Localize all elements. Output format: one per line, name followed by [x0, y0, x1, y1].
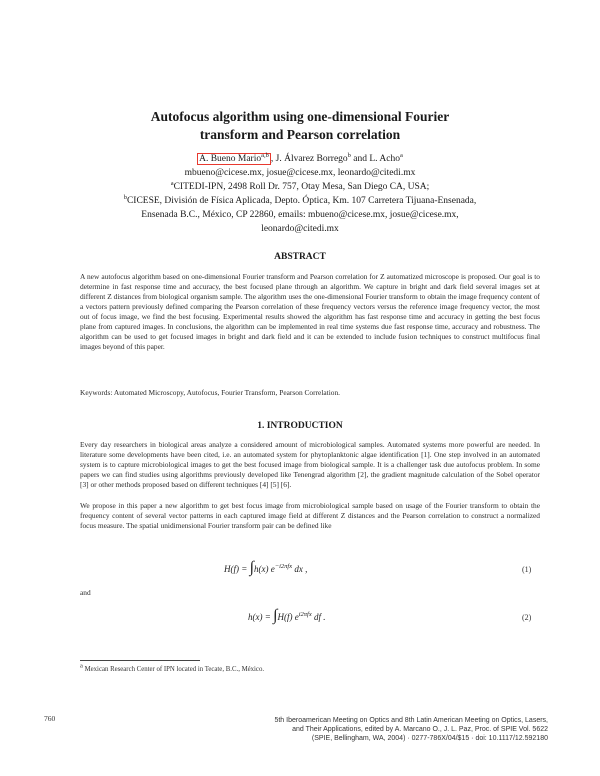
- footnote-sup: a: [80, 662, 83, 670]
- keywords: Keywords: Automated Microscopy, Autofocus, Fourier Transform, Pearson Correlation.: [80, 388, 341, 397]
- citation-block: [228, 716, 548, 743]
- equation-2: [248, 608, 325, 624]
- citation-line-1: 5th Iberoamerican Meeting on Optics and 8th Latin American Meeting on Optics, Lasers,: [274, 717, 548, 724]
- eq1-tail: dx ,: [294, 564, 308, 574]
- section-heading-introduction: 1. INTRODUCTION: [257, 421, 343, 431]
- third-author: and L. Acho: [350, 154, 400, 164]
- second-author: J. Álvarez Borrego: [275, 154, 348, 164]
- equation-1: [224, 560, 307, 576]
- first-author-highlight[interactable]: [197, 153, 271, 165]
- affiliation-b-sup: b: [123, 193, 127, 201]
- affiliation-a: [60, 180, 540, 194]
- affiliation-b: [60, 194, 540, 208]
- affiliation-b-line-2: Ensenada B.C., México, CP 22860, emails: mbueno@cicese.mx, josue@cicese.mx,: [141, 210, 459, 220]
- eq1-lhs: H(f) =: [224, 564, 248, 574]
- title-line-2: transform and Pearson correlation: [199, 127, 401, 142]
- integral-icon: ∫: [273, 607, 278, 624]
- eq2-lhs: h(x) =: [248, 612, 271, 622]
- eq1-rhs: h(x) e: [253, 564, 275, 574]
- equation-2-number: (2): [522, 613, 532, 622]
- abstract-heading: ABSTRACT: [274, 252, 326, 262]
- citation-line-3: (SPIE, Bellingham, WA, 2004) · 0277-786X/04/$15 · doi: 10.1117/12.592180: [311, 735, 548, 742]
- eq2-exponent: i2πfx: [298, 611, 312, 618]
- affiliation-a-sup: a: [170, 179, 174, 187]
- first-author: A. Bueno Mario: [199, 154, 262, 164]
- equation-1-number: (1): [522, 565, 532, 574]
- affiliation-b-line-3: leonardo@citedi.mx: [261, 224, 339, 234]
- abstract-text: A new autofocus algorithm based on one-dimensional Fourier transform and Pearson correlation for Z automatized microscope is proposed. Our goal is to determine in fast response time and accuracy, the best focused plane through an algorithm. We capture in bright and dark field several images set at different Z distances from biological organism sample. The algorithm uses the one-dimensional Fourier transform to obtain the image frequency content of a vectors pattern previously defined comparing the Pearson correlation of these frequency vectors versus the reference image frequency vector, the most out of focus image, we find the best focusing. Experimental results showed the algorithm has fast response time and accuracy in getting the best focus plane from captured images. In conclusions, the algorithm can be implemented in real time systems due fast response time, accuracy and robustness. The algorithm can be used to get focused images in bright and dark field and it can be extended to include fusion techniques to construct multifocus final images beyond of this paper.: [80, 272, 540, 351]
- paper-title: [80, 108, 520, 144]
- author-block: [60, 152, 540, 236]
- second-author-sup: b: [347, 151, 351, 159]
- author-names: A. Bueno Mario$^{a,b}$ , J. Álvarez Borrego$^b$ and L. Acho$^a$: [199, 151, 403, 164]
- author-emails: mbueno@cicese.mx, josue@cicese.mx, leonardo@citedi.mx: [184, 168, 416, 178]
- integral-icon: ∫: [249, 559, 254, 576]
- page-number: 760: [44, 714, 56, 723]
- affiliation-b-text: CICESE, División de Física Aplicada, Depto. Óptica, Km. 107 Carretera Tijuana-Ensenada,: [126, 196, 477, 206]
- third-author-sup: a: [399, 151, 403, 159]
- intro-paragraph-1: Every day researchers in biological areas analyze a considered amount of microbiological samples. Automated systems more powerful are needed. In literature some developments have been cited, i.e. an automated system for phytoplanktonic algae identification [1]. One step involved in an automated system is to capture microbiological images to get the best focused image from biological sample. It is a challenger task due autofocus problem. In some papers we can find studies using algorithms previously developed like Tenengrad algorithm [2], the gradient magnitude calculation of the Sobel operator [3] or other methods proposed based on different techniques [4] [5] [6].: [80, 440, 540, 489]
- eq2-rhs: H(f) e: [277, 612, 299, 622]
- title-line-1: Autofocus algorithm using one-dimensional Fourier: [150, 109, 450, 124]
- footnote-rule: [80, 660, 200, 661]
- and-word: and: [80, 588, 91, 597]
- footnote: [80, 662, 540, 674]
- affiliation-a-text: CITEDI-IPN, 2498 Roll Dr. 757, Otay Mesa, San Diego CA, USA;: [173, 182, 430, 192]
- first-author-sup: a,b: [261, 151, 269, 159]
- footnote-text: Mexican Research Center of IPN located in Tecate, B.C., México.: [84, 666, 265, 673]
- citation-line-2: and Their Applications, edited by A. Marcano O., J. L. Paz, Proc. of SPIE Vol. 5622: [292, 726, 548, 733]
- eq2-tail: df .: [313, 612, 326, 622]
- intro-paragraph-2: We propose in this paper a new algorithm to get best focus image from microbiological sample based on usage of the Fourier transform to obtain the frequency content of several vector patterns in each captured image field at different Z distances and the Pearson correlation to construct a normalized focus measure. The spatial unidimensional Fourier transform pair can be defined like: [80, 501, 540, 530]
- eq1-exponent: −i2πfx: [274, 563, 293, 570]
